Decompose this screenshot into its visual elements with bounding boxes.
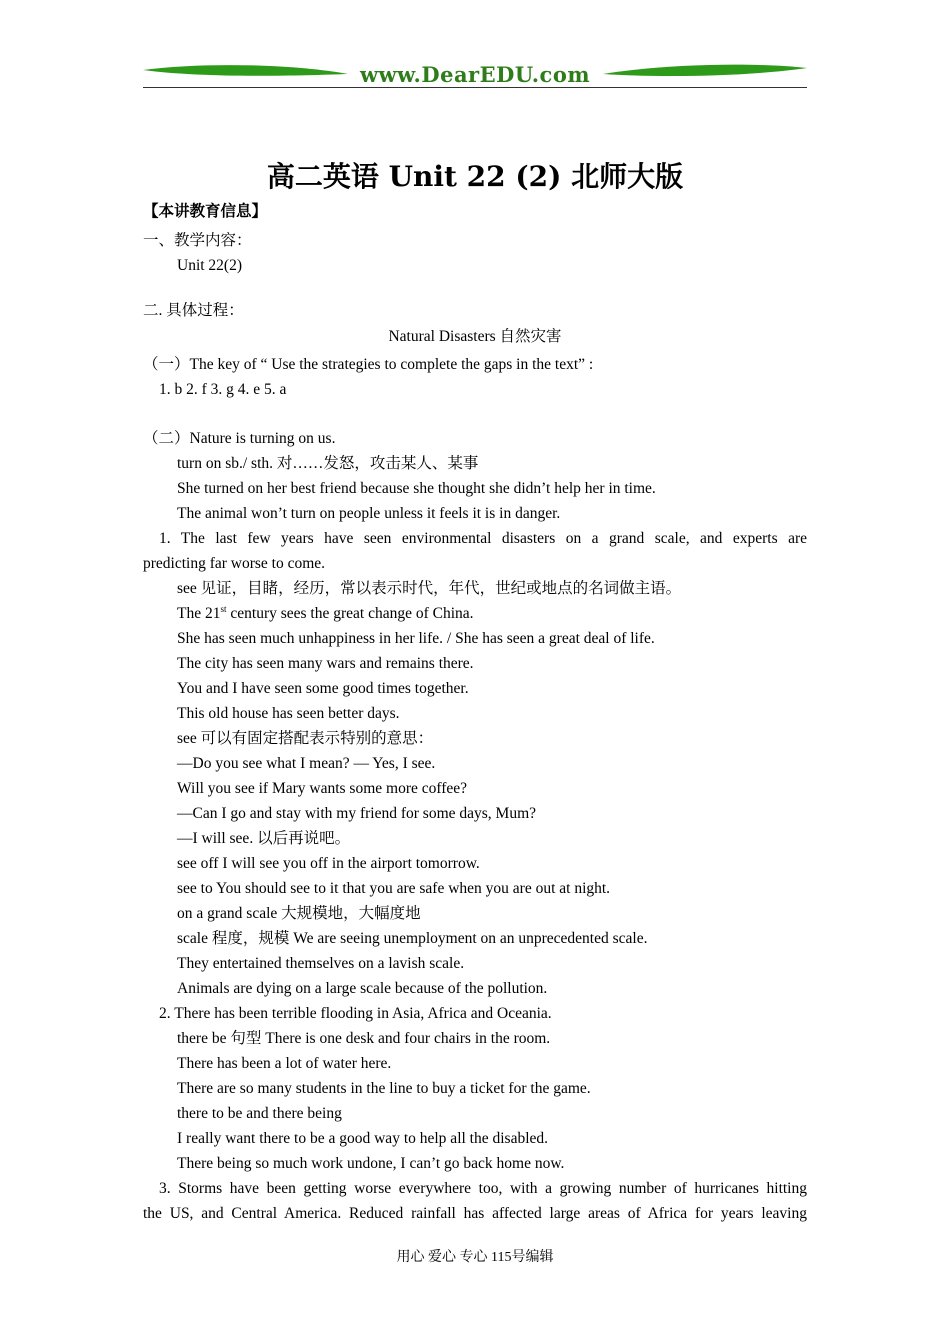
body-line: There has been a lot of water here. [177,1055,392,1072]
body-line: Animals are dying on a large scale because of the pollution. [177,980,548,997]
body-line: Will you see if Mary wants some more coffee? [177,780,468,797]
teaching-content-value: Unit 22(2) [177,257,243,274]
body-line: there be 句型 There is one desk and four chairs in the room. [177,1030,551,1047]
body-line: She has seen much unhappiness in her life. / She has seen a great deal of life. [177,630,655,647]
site-logo[interactable]: www.DearEDU.com [359,62,591,87]
header-rule [143,87,807,88]
part1-answers: 1. b 2. f 3. g 4. e 5. a [159,381,287,398]
topic-heading: Natural Disasters 自然灾害 [388,328,562,345]
body-line: There are so many students in the line to buy a ticket for the game. [177,1080,591,1097]
body-line: there to be and there being [177,1105,342,1122]
body-line: The city has seen many wars and remains there. [177,655,474,672]
body-line: 3. Storms have been getting worse everywhere too, with a growing number of hurricanes hitting [159,1180,807,1197]
body-line: scale 程度，规模 We are seeing unemployment on an unprecedented scale. [177,930,648,947]
page-footer: 用心 爱心 专心 115号编辑 [396,1250,554,1265]
part1-label: （一）The key of “ Use the strategies to complete the gaps in the text” : [143,356,594,373]
part2-label: （二）Nature is turning on us. [143,430,336,447]
body-line: 2. There has been terrible flooding in Asia, Africa and Oceania. [159,1005,552,1022]
site-header-banner [143,60,807,94]
page-title: 高二英语 Unit 22 (2) 北师大版 [266,160,684,193]
body-line: She turned on her best friend because she thought she didn’t help her in time. [177,480,656,497]
body-line: —Can I go and stay with my friend for some days, Mum? [177,805,537,822]
body-line: see off I will see you off in the airport tomorrow. [177,855,480,872]
text-run: The 21 [177,605,221,622]
body-line: see 见证，目睹，经历，常以表示时代，年代，世纪或地点的名词做主语。 [177,580,682,597]
text-run: century sees the great change of China. [226,605,474,622]
body-line: predicting far worse to come. [143,555,326,572]
body-line: I really want there to be a good way to help all the disabled. [177,1130,549,1147]
body-line: see to You should see to it that you are safe when you are out at night. [177,880,611,897]
body-line [177,604,841,624]
body-line: The animal won’t turn on people unless it feels it is in danger. [177,505,561,522]
body-line: They entertained themselves on a lavish scale. [177,955,465,972]
body-line: You and I have seen some good times together. [177,680,469,697]
teaching-content-label: 一、教学内容： [143,232,252,249]
body-line: There being so much work undone, I can’t go back home now. [177,1155,565,1172]
process-label: 二. 具体过程： [143,302,244,319]
body-line: —I will see. 以后再说吧。 [177,830,351,847]
body-line: turn on sb./ sth. 对……发怒，攻击某人、某事 [177,455,479,472]
body-line: on a grand scale 大规模地，大幅度地 [177,905,421,922]
body-line: the US, and Central America. Reduced rainfall has affected large areas of Africa for years leaving [143,1205,807,1222]
body-line: This old house has seen better days. [177,705,400,722]
section-heading: 【本讲教育信息】 [143,203,268,220]
body-line: see 可以有固定搭配表示特别的意思： [177,730,434,747]
body-line: —Do you see what I mean? — Yes, I see. [177,755,436,772]
superscript: st [220,603,227,614]
body-line: 1. The last few years have seen environmental disasters on a grand scale, and experts are [159,530,807,547]
